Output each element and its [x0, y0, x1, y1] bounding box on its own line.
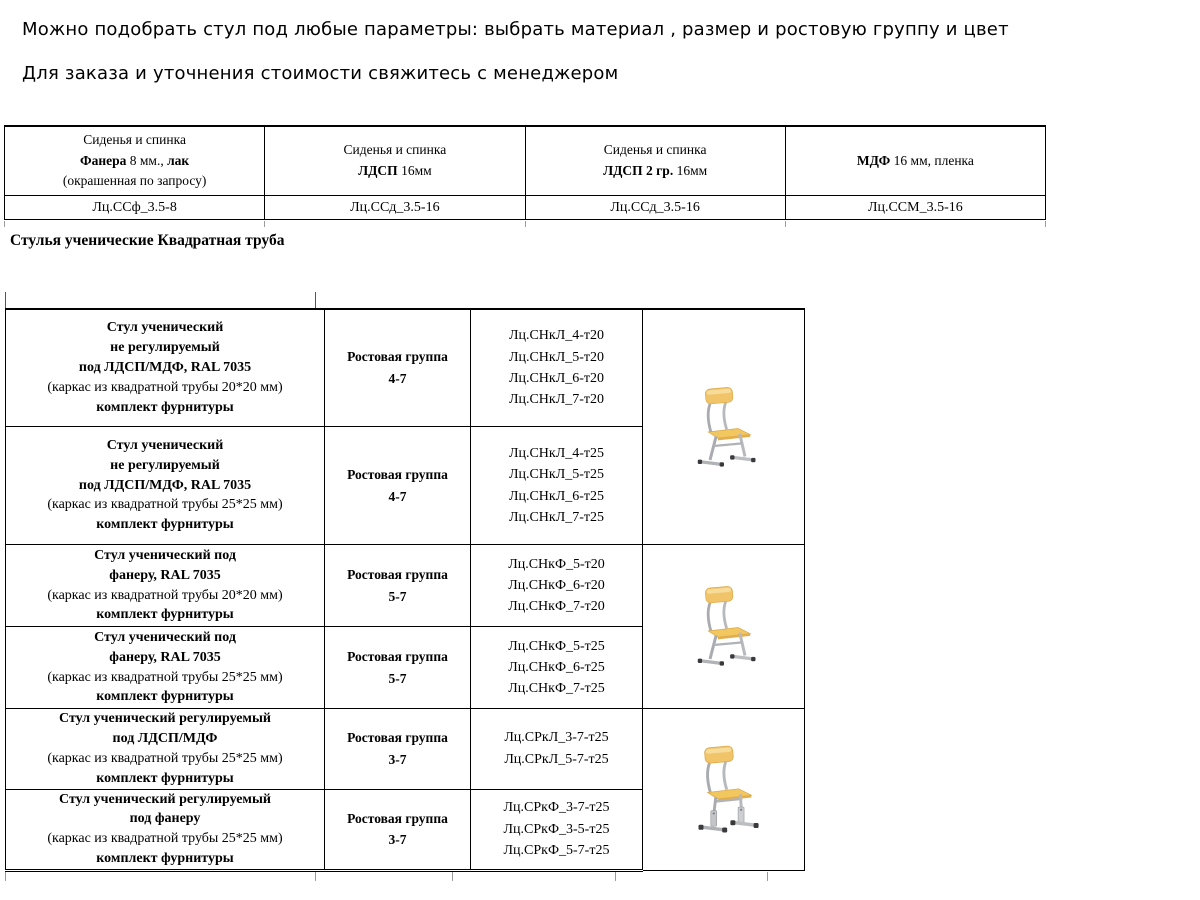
chair-desc-line: комплект фурнитуры [96, 607, 234, 623]
chair-codes-cell [471, 427, 643, 545]
growth-group-cell [325, 627, 471, 709]
grid-stub [452, 872, 453, 881]
grid-stub [315, 872, 316, 881]
chair-desc-line: не регулируемый [110, 340, 220, 356]
chair-desc-line: комплект фурнитуры [96, 689, 234, 705]
chair-code-line: Лц.СНкЛ_4-т20 [508, 328, 604, 344]
growth-group-value: 5-7 [388, 670, 407, 686]
chair-code-line: Лц.СНкФ_7-т20 [508, 599, 605, 615]
grid-stub [315, 292, 316, 308]
grid-stub [1045, 221, 1046, 227]
chair-code-line: Лц.СНкЛ_6-т25 [508, 488, 604, 504]
chair-desc-cell [6, 427, 325, 545]
grid-stub [4, 221, 5, 227]
chair-desc-line: не регулируемый [110, 457, 220, 473]
chair-code-line: Лц.СНкФ_5-т20 [508, 556, 605, 572]
intro-line-2: Для заказа и уточнения стоимости свяжитесь с менеджером [22, 63, 619, 84]
chair-row-3 [6, 545, 805, 627]
material-header-segment: лак [167, 152, 190, 168]
chair-desc-line: комплект фурнитуры [96, 517, 234, 533]
chair-desc-line: фанеру, RAL 7035 [109, 567, 221, 583]
chair-desc-cell [6, 789, 325, 871]
growth-group-value: 3-7 [388, 832, 407, 848]
growth-group-cell [325, 545, 471, 627]
chair-code-line: Лц.СНкЛ_4-т25 [508, 445, 604, 461]
material-code-mdf: Лц.ССМ_3.5-16 [785, 196, 1045, 220]
material-header-segment: Фанера [80, 152, 127, 168]
chair-desc-cell [6, 627, 325, 709]
chair-row-5 [6, 709, 805, 790]
growth-group-cell [325, 309, 471, 427]
grid-stub [767, 872, 768, 881]
chair-desc-cell [6, 309, 325, 427]
material-code-plywood: Лц.ССф_3.5-8 [5, 196, 265, 220]
chair-desc-line: фанеру, RAL 7035 [109, 649, 221, 665]
material-code-ldsp: Лц.ССд_3.5-16 [265, 196, 525, 220]
chair-fixed-icon [689, 377, 759, 473]
chair-code-line: Лц.СРкЛ_3-7-т25 [504, 730, 609, 746]
chair-code-line: Лц.СРкФ_3-5-т25 [503, 821, 610, 837]
material-header-segment: Сиденья и спинка [343, 142, 447, 158]
chair-codes-cell [471, 627, 643, 709]
chair-desc-line: под ЛДСП/МДФ [112, 730, 218, 746]
material-header-line [11, 151, 258, 172]
grid-stub [785, 221, 786, 227]
chair-codes-cell [471, 709, 643, 790]
chair-code-line: Лц.СНкЛ_7-т20 [508, 392, 604, 408]
chair-image-cell-1 [643, 309, 805, 545]
chair-codes-cell [471, 309, 643, 427]
material-header-ldsp [265, 126, 525, 196]
material-header-segment: 8 мм., [126, 152, 168, 168]
intro-line-1: Можно подобрать стул под любые параметры: выбрать материал , размер и ростовую группу и цвет [22, 19, 1009, 40]
material-header-segment: 16 мм, пленка [890, 152, 974, 168]
chair-desc-line: Стул ученический [106, 320, 224, 336]
chair-code-line: Лц.СНкФ_7-т25 [508, 681, 605, 697]
chair-desc-line: под ЛДСП/МДФ, RAL 7035 [78, 477, 252, 493]
chair-desc-line: (каркас из квадратной трубы 25*25 мм) [47, 831, 283, 847]
chair-desc-line: Стул ученический под [94, 629, 236, 645]
chair-desc-cell [6, 709, 325, 790]
material-header-segment: ЛДСП [358, 163, 398, 178]
material-header-segment: ЛДСП 2 гр. [603, 163, 674, 178]
chair-desc-line: под ЛДСП/МДФ, RAL 7035 [78, 360, 252, 376]
material-header-segment: 16мм [673, 163, 708, 178]
section-title: Стулья ученические Квадратная труба [10, 232, 285, 249]
material-header-segment: 16мм [397, 163, 432, 178]
chair-desc-line: Стул ученический регулируемый [59, 791, 271, 807]
growth-group-label: Ростовая группа [347, 466, 448, 482]
chair-desc-line: Стул ученический [106, 437, 224, 453]
material-header-line [532, 140, 779, 161]
chair-code-line: Лц.СНкЛ_5-т20 [508, 349, 604, 365]
chair-adjustable-icon [686, 736, 762, 838]
material-header-line [532, 161, 779, 182]
growth-group-label: Ростовая группа [347, 349, 448, 365]
chair-code-line: Лц.СНкЛ_7-т25 [508, 509, 604, 525]
chair-codes-cell [471, 789, 643, 871]
chair-code-line: Лц.СРкФ_3-7-т25 [503, 800, 610, 816]
growth-group-label: Ростовая группа [347, 566, 448, 582]
material-header-segment: Сиденья и спинка [603, 142, 707, 158]
material-header-segment: (окрашенная по запросу) [62, 173, 207, 189]
growth-group-label: Ростовая группа [347, 810, 448, 826]
materials-table [4, 125, 1046, 220]
growth-group-value: 3-7 [388, 751, 407, 767]
chair-desc-line: (каркас из квадратной трубы 20*20 мм) [47, 587, 283, 603]
growth-group-label: Ростовая группа [347, 730, 448, 746]
chair-desc-line: комплект фурнитуры [96, 399, 234, 415]
chair-desc-line: Стул ученический под [94, 547, 236, 563]
chair-code-line: Лц.СНкФ_5-т25 [508, 638, 605, 654]
chair-desc-line: комплект фурнитуры [96, 770, 234, 786]
chair-code-line: Лц.СНкЛ_5-т25 [508, 467, 604, 483]
chair-image-cell-2 [643, 545, 805, 709]
chair-code-line: Лц.СНкФ_6-т25 [508, 659, 605, 675]
chair-desc-line: (каркас из квадратной трубы 25*25 мм) [47, 669, 283, 685]
chair-code-line: Лц.СРкЛ_5-7-т25 [504, 751, 609, 767]
material-header-line [271, 140, 518, 161]
material-code-ldsp2: Лц.ССд_3.5-16 [525, 196, 785, 220]
growth-group-value: 4-7 [388, 488, 407, 504]
grid-stub [264, 221, 265, 227]
grid-stub [525, 221, 526, 227]
chair-row-1 [6, 309, 805, 427]
chair-desc-line: (каркас из квадратной трубы 20*20 мм) [47, 379, 283, 395]
material-header-line [271, 161, 518, 182]
chair-code-line: Лц.СРкФ_5-7-т25 [503, 842, 610, 858]
chair-desc-cell [6, 545, 325, 627]
grid-stub [5, 292, 6, 308]
chair-desc-line: (каркас из квадратной трубы 25*25 мм) [47, 750, 283, 766]
growth-group-cell [325, 427, 471, 545]
material-header-plywood [5, 126, 265, 196]
grid-stub [5, 872, 6, 881]
chair-codes-cell [471, 545, 643, 627]
materials-code-row [5, 196, 1046, 220]
chair-desc-line: под фанеру [129, 811, 201, 827]
growth-group-cell [325, 789, 471, 871]
material-header-line [792, 151, 1039, 172]
chair-desc-line: комплект фурнитуры [96, 851, 234, 867]
material-header-line [11, 171, 258, 192]
growth-group-cell [325, 709, 471, 790]
chair-fixed-icon [689, 576, 759, 672]
chair-desc-line: (каркас из квадратной трубы 25*25 мм) [47, 497, 283, 513]
materials-header-row [5, 126, 1046, 196]
growth-group-value: 4-7 [388, 371, 407, 386]
chair-image-cell-3 [643, 709, 805, 871]
grid-stub [615, 872, 616, 881]
material-header-mdf [785, 126, 1045, 196]
material-header-ldsp2 [525, 126, 785, 196]
material-header-line [11, 130, 258, 151]
chair-code-line: Лц.СНкЛ_6-т20 [508, 371, 604, 386]
material-header-segment: МДФ [856, 152, 891, 168]
growth-group-value: 5-7 [388, 588, 407, 604]
growth-group-label: Ростовая группа [347, 648, 448, 664]
chair-desc-line: Стул ученический регулируемый [59, 711, 271, 726]
chair-code-line: Лц.СНкФ_6-т20 [508, 577, 605, 593]
material-header-segment: Сиденья и спинка [83, 131, 186, 147]
chairs-table [5, 308, 805, 872]
